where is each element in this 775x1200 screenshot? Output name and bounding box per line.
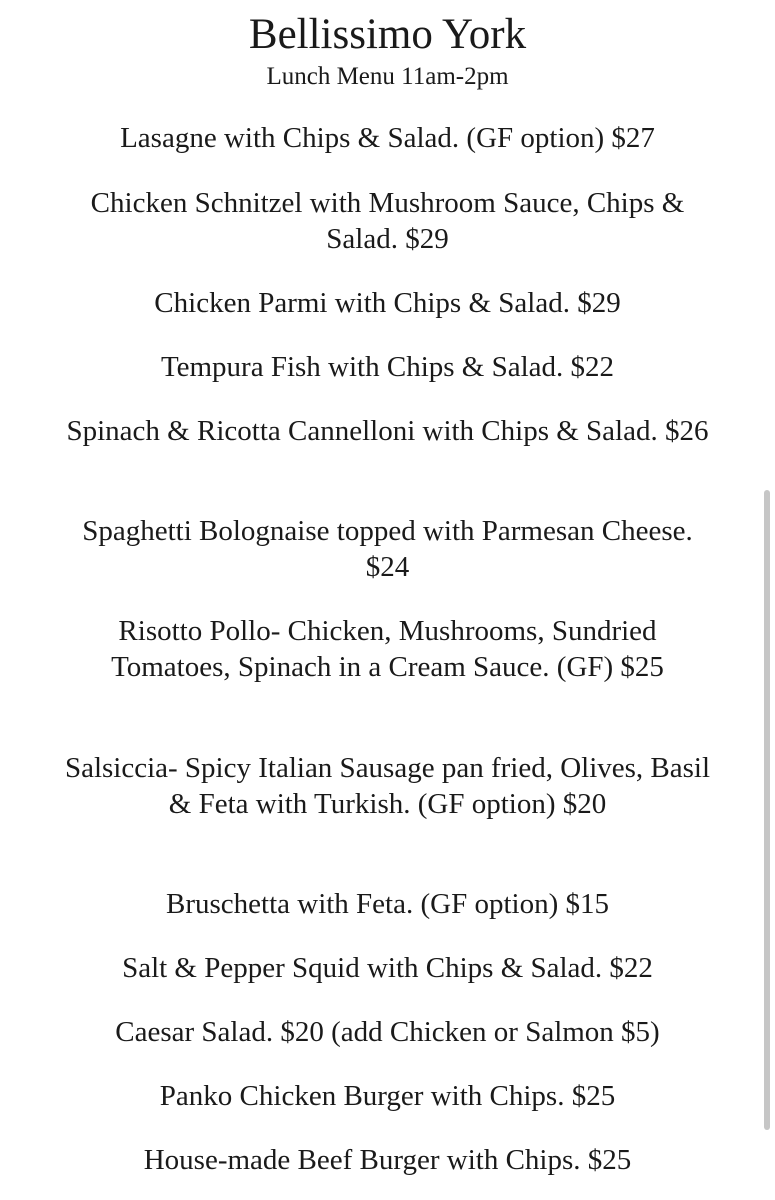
vertical-scrollbar[interactable] — [764, 490, 770, 1130]
menu-item-salsiccia: Salsiccia- Spicy Italian Sausage pan fried, Olives, Basil & Feta with Turkish. (GF option) $20 — [64, 752, 711, 820]
menu-item-spaghetti: Spaghetti Bolognaise topped with Parmesan Cheese. $24 — [82, 515, 693, 583]
menu-item-chicken-parmi: Chicken Parmi with Chips & Salad. $29 — [154, 287, 621, 319]
menu-item-risotto: Risotto Pollo- Chicken, Mushrooms, Sundried Tomatoes, Spinach in a Cream Sauce. (GF) $25 — [111, 615, 664, 683]
menu-item-caesar-salad: Caesar Salad. $20 (add Chicken or Salmon $5) — [115, 1016, 660, 1048]
menu-item-panko-burger: Panko Chicken Burger with Chips. $25 — [159, 1080, 616, 1112]
menu-item-cannelloni: Spinach & Ricotta Cannelloni with Chips & Salad. $26 — [66, 415, 709, 447]
menu-item-tempura-fish: Tempura Fish with Chips & Salad. $22 — [160, 351, 615, 383]
restaurant-title: Bellissimo York — [248, 11, 527, 58]
menu-item-beef-burger: House-made Beef Burger with Chips. $25 — [143, 1144, 632, 1176]
menu-item-lasagne: Lasagne with Chips & Salad. (GF option) $27 — [120, 122, 655, 154]
menu-item-bruschetta: Bruschetta with Feta. (GF option) $15 — [165, 888, 609, 920]
menu-item-squid: Salt & Pepper Squid with Chips & Salad. $22 — [122, 952, 653, 984]
menu-item-chicken-schnitzel: Chicken Schnitzel with Mushroom Sauce, Chips & Salad. $29 — [90, 187, 685, 255]
menu-subtitle: Lunch Menu 11am-2pm — [266, 63, 509, 90]
